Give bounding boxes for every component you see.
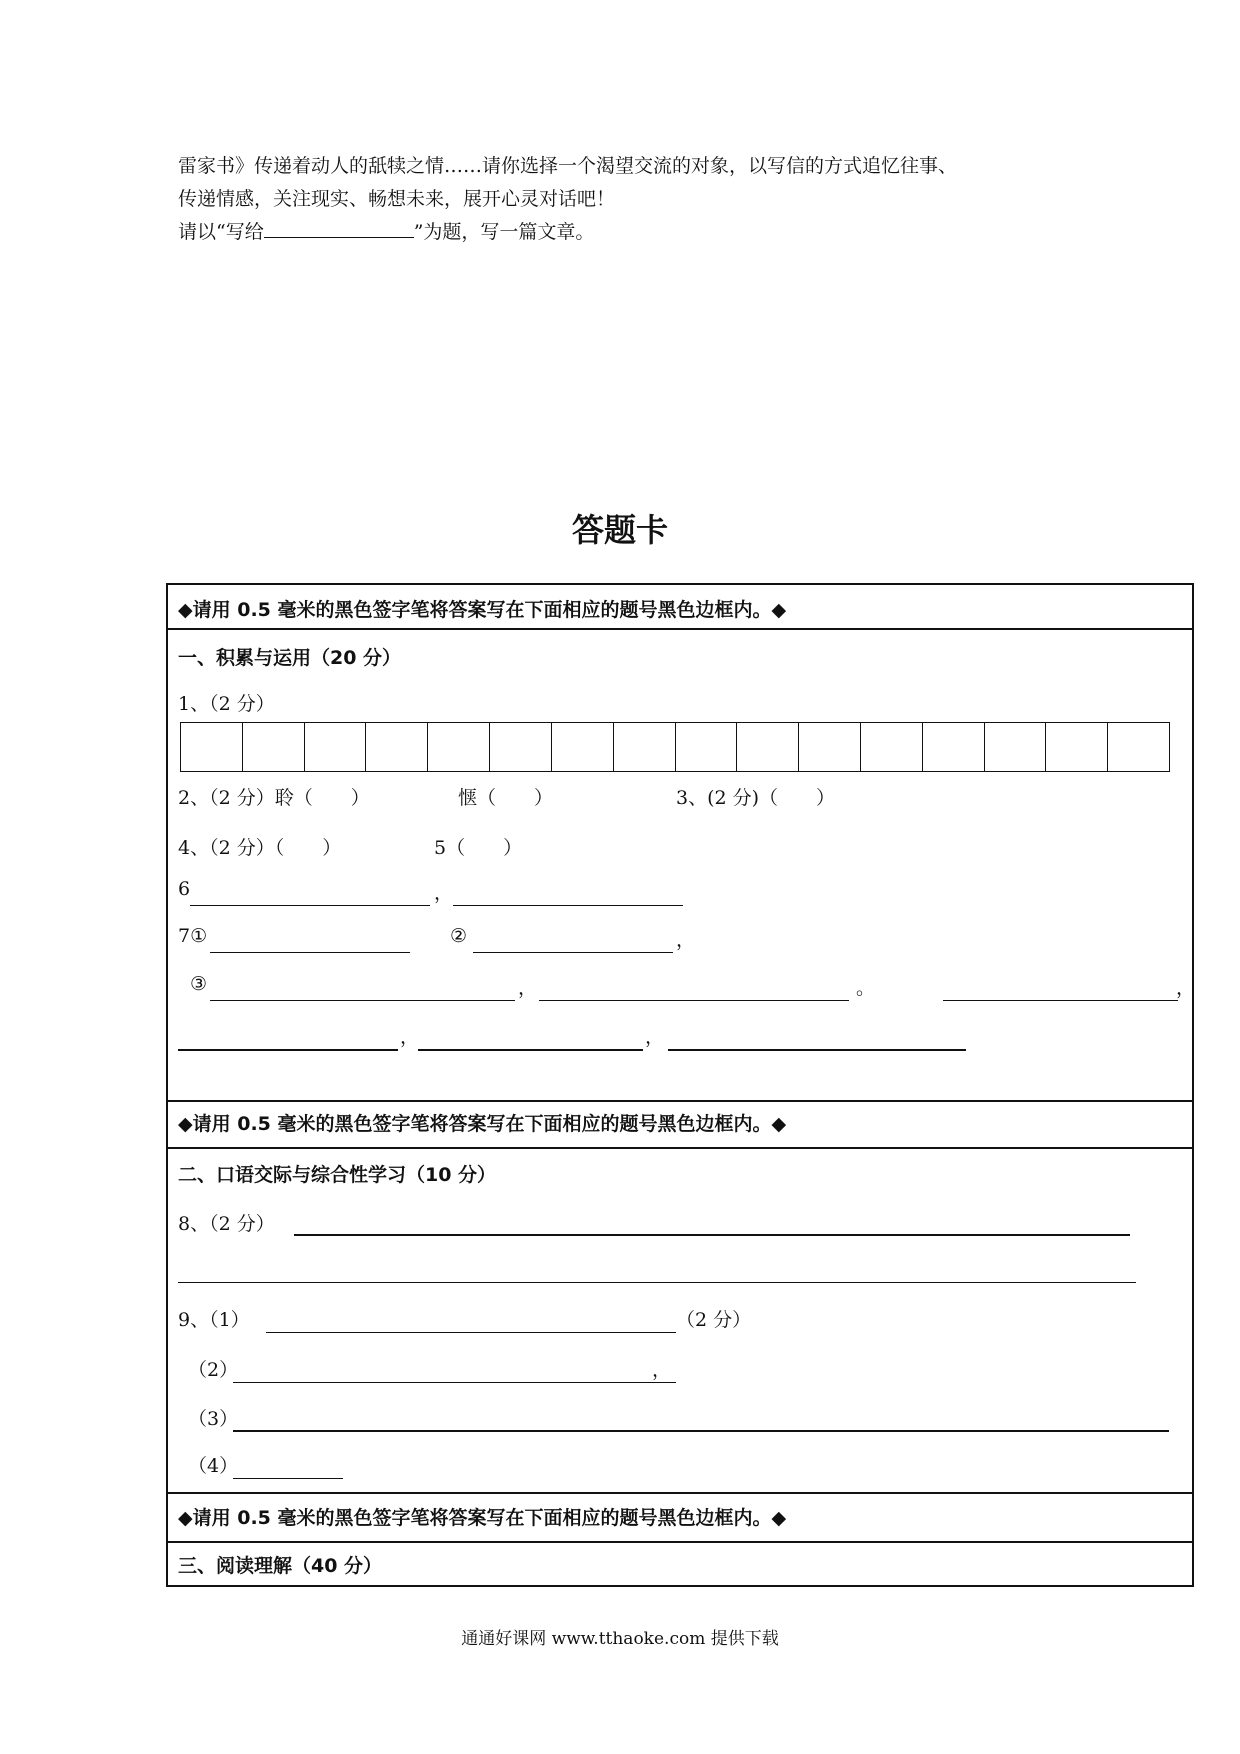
section-2-title: 二、口语交际与综合性学习（10 分） xyxy=(178,1164,497,1186)
grid-cell[interactable] xyxy=(985,723,1047,771)
q8-label: 8、（2 分） xyxy=(178,1213,275,1235)
grid-cell[interactable] xyxy=(366,723,428,771)
grid-cell[interactable] xyxy=(1108,723,1169,771)
answer-sheet xyxy=(166,583,1194,1587)
grid-cell[interactable] xyxy=(552,723,614,771)
q7-blank-8[interactable] xyxy=(668,1049,966,1051)
q9-2-blank[interactable] xyxy=(233,1382,676,1383)
q3-label: 3、(2 分)（ ） xyxy=(676,787,836,809)
q8-blank-2[interactable] xyxy=(178,1282,1136,1283)
grid-cell[interactable] xyxy=(305,723,367,771)
title-blank[interactable] xyxy=(264,219,414,238)
section-1-title: 一、积累与运用（20 分） xyxy=(178,647,402,669)
q8-blank-1[interactable] xyxy=(294,1234,1130,1236)
q9-2-label: （2） xyxy=(188,1359,239,1381)
grid-cell[interactable] xyxy=(861,723,923,771)
q1-char-grid[interactable] xyxy=(180,722,1170,772)
q9-2-comma: ， xyxy=(652,1359,672,1381)
row-divider xyxy=(168,628,1192,630)
grid-cell[interactable] xyxy=(181,723,243,771)
q7-blank-7[interactable] xyxy=(418,1049,643,1051)
q9-3-blank[interactable] xyxy=(233,1430,1169,1432)
q7-blank-1[interactable] xyxy=(210,952,410,953)
row-divider xyxy=(168,1147,1192,1149)
row-divider xyxy=(168,1492,1192,1494)
grid-cell[interactable] xyxy=(428,723,490,771)
q7-label: 7① xyxy=(178,925,208,947)
grid-cell[interactable] xyxy=(243,723,305,771)
q6-label: 6 xyxy=(178,878,191,900)
grid-cell[interactable] xyxy=(614,723,676,771)
instruction-3: ◆请用 0.5 毫米的黑色签字笔将答案写在下面相应的题号黑色边框内。◆ xyxy=(178,1507,787,1529)
grid-cell[interactable] xyxy=(737,723,799,771)
q6-comma: ， xyxy=(434,882,454,904)
q7-blank-5[interactable] xyxy=(943,1000,1178,1001)
q2-second-char: 惬（ ） xyxy=(458,787,554,809)
prompt-line-2: 传递情感，关注现实、畅想未来，展开心灵对话吧！ xyxy=(178,188,616,210)
q9-1-blank[interactable] xyxy=(266,1332,676,1333)
grid-cell[interactable] xyxy=(799,723,861,771)
prompt-line-3-end: ”为题，写一篇文章。 xyxy=(413,221,595,243)
answer-sheet-title: 答题卡 xyxy=(571,511,668,549)
q5-label: 5（ ） xyxy=(434,837,523,859)
q2-label: 2、（2 分）聆（ ） xyxy=(178,787,370,809)
q7-blank-4[interactable] xyxy=(539,1000,849,1001)
q9-4-label: （4） xyxy=(188,1455,239,1477)
grid-cell[interactable] xyxy=(676,723,738,771)
prompt-line-3-start: 请以“写给 xyxy=(178,221,264,243)
grid-cell[interactable] xyxy=(490,723,552,771)
period-mark: 。 xyxy=(856,977,876,999)
q7-blank-6[interactable] xyxy=(178,1049,398,1051)
q9-1-label: 9、（1） xyxy=(178,1309,250,1331)
comma-mark: ， xyxy=(400,1026,420,1048)
q7-circle-3: ③ xyxy=(190,973,208,995)
prompt-line-3 xyxy=(178,216,957,249)
section-3-title: 三、阅读理解（40 分） xyxy=(178,1555,383,1577)
instruction-1: ◆请用 0.5 毫米的黑色签字笔将答案写在下面相应的题号黑色边框内。◆ xyxy=(178,599,787,621)
q6-blank-2[interactable] xyxy=(453,905,683,906)
comma-mark: ， xyxy=(518,977,538,999)
essay-prompt xyxy=(178,150,957,249)
q7-blank-3[interactable] xyxy=(210,1000,515,1001)
row-divider xyxy=(168,1100,1192,1102)
footer-credit: 通通好课网 www.tthaoke.com 提供下载 xyxy=(461,1629,779,1649)
grid-cell[interactable] xyxy=(923,723,985,771)
comma-mark: ， xyxy=(645,1026,665,1048)
instruction-2: ◆请用 0.5 毫米的黑色签字笔将答案写在下面相应的题号黑色边框内。◆ xyxy=(178,1113,787,1135)
q1-label: 1、（2 分） xyxy=(178,693,275,715)
prompt-line-1: 雷家书》传递着动人的舐犊之情……请你选择一个渴望交流的对象，以写信的方式追忆往事、 xyxy=(178,155,958,177)
grid-cell[interactable] xyxy=(1046,723,1108,771)
q9-1-score: （2 分） xyxy=(676,1309,752,1331)
row-divider xyxy=(168,1541,1192,1543)
q6-blank-1[interactable] xyxy=(190,905,430,906)
q7-comma: ， xyxy=(676,929,696,951)
q9-3-label: （3） xyxy=(188,1408,239,1430)
q7-blank-2[interactable] xyxy=(473,952,673,953)
q9-4-blank[interactable] xyxy=(233,1478,343,1479)
comma-mark: ， xyxy=(1176,977,1196,999)
q4-label: 4、（2 分）（ ） xyxy=(178,837,342,859)
q7-circle-2: ② xyxy=(450,925,468,947)
